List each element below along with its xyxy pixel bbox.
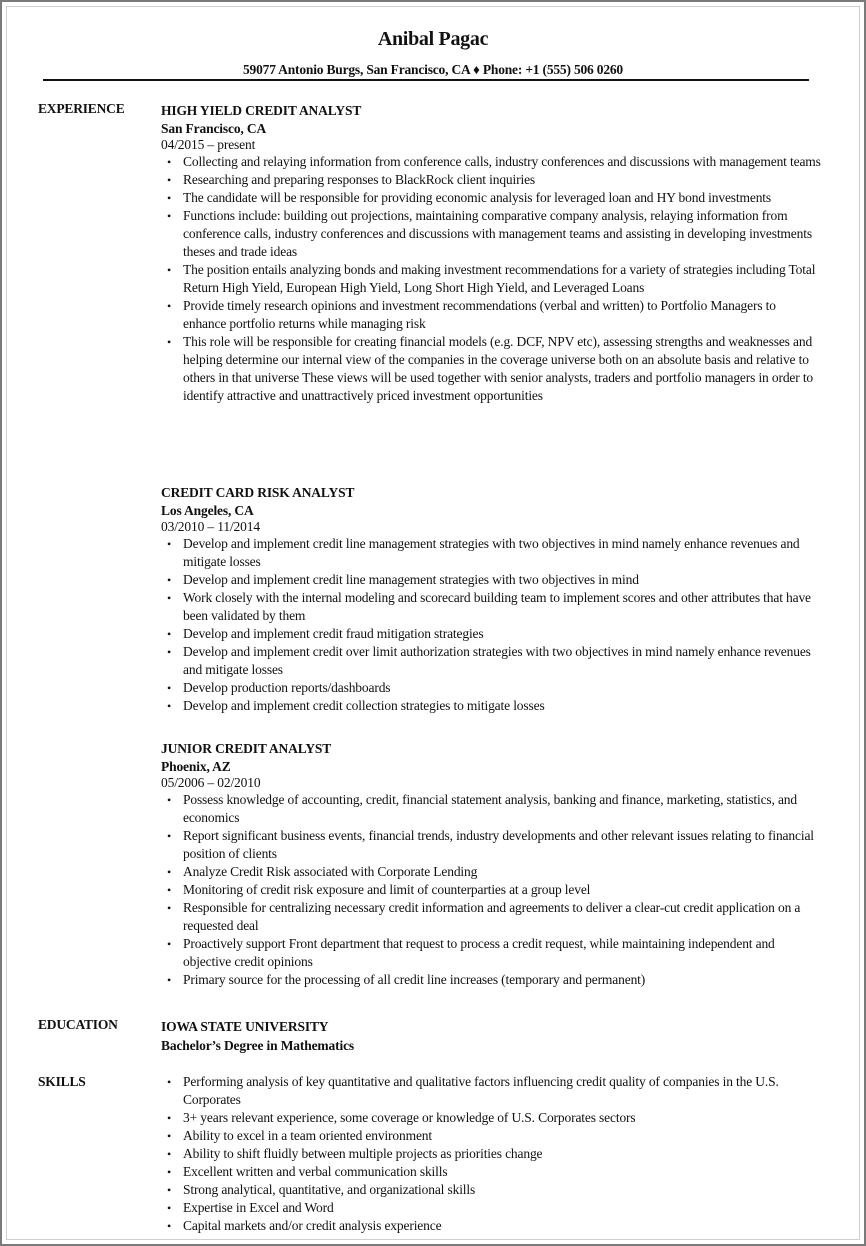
section-label-education: EDUCATION: [38, 1017, 118, 1032]
list-item: • Performing analysis of key quantitative and qualitative factors influencing credit quality of companies in the U.S. Corporates: [161, 1073, 821, 1109]
job-title: JUNIOR CREDIT ANALYST: [161, 741, 332, 756]
list-item: • Develop and implement credit collection strategies to mitigate losses: [161, 697, 821, 715]
job-dates: 03/2010 – 11/2014: [161, 519, 260, 534]
job-bullets: [161, 791, 821, 989]
job-entry: [161, 102, 821, 405]
list-item: • Ability to excel in a team oriented environment: [161, 1127, 821, 1145]
list-item: • Responsible for centralizing necessary credit information and agreements to deliver a clear-cut credit application on a requested deal: [161, 899, 821, 935]
list-item: • Develop and implement credit over limit authorization strategies with two objectives in mind namely enhance revenues and mitigate losses: [161, 643, 821, 679]
job-location: Los Angeles, CA: [161, 503, 254, 518]
list-item: • Report significant business events, financial trends, industry developments and other relevant issues relating to financial position of clients: [161, 827, 821, 863]
section-label-experience: EXPERIENCE: [38, 101, 125, 116]
list-item: • Develop production reports/dashboards: [161, 679, 821, 697]
list-item: • Collecting and relaying information from conference calls, industry conferences and discussions with management teams: [161, 153, 821, 171]
list-item: • Ability to shift fluidly between multiple projects as priorities change: [161, 1145, 821, 1163]
job-title: HIGH YIELD CREDIT ANALYST: [161, 103, 362, 118]
job-location: Phoenix, AZ: [161, 759, 231, 774]
list-item: • Primary source for the processing of all credit line increases (temporary and permanent): [161, 971, 821, 989]
section-label-skills: SKILLS: [38, 1074, 86, 1089]
list-item: • Develop and implement credit fraud mitigation strategies: [161, 625, 821, 643]
school-name: IOWA STATE UNIVERSITY: [161, 1019, 329, 1034]
job-location: San Francisco, CA: [161, 121, 267, 136]
list-item: • The position entails analyzing bonds and making investment recommendations for a variety of strategies including Total Return High Yield, European High Yield, Long Short High Yield, and Leveraged Loans: [161, 261, 821, 297]
candidate-name: Anibal Pagac: [377, 28, 489, 50]
list-item: • This role will be responsible for creating financial models (e.g. DCF, NPV etc), assessing strengths and weaknesses and helping determine our internal view of the companies in the coverage universe both on an absolute basis and relative to others in that universe These views will be used together with senior analysts, traders and portfolio managers in order to identify attractive and unattractively priced investment opportunities: [161, 333, 821, 405]
list-item: • Work closely with the internal modeling and scorecard building team to implement scores and other attributes that have been validated by them: [161, 589, 821, 625]
list-item: • Strong analytical, quantitative, and organizational skills: [161, 1181, 821, 1199]
list-item: • Monitoring of credit risk exposure and limit of counterparties at a group level: [161, 881, 821, 899]
list-item: • Proactively support Front department that request to process a credit request, while maintaining independent and objective credit opinions: [161, 935, 821, 971]
job-dates: 05/2006 – 02/2010: [161, 775, 261, 790]
job-entry: [161, 740, 821, 989]
list-item: • Possess knowledge of accounting, credit, financial statement analysis, banking and finance, marketing, statistics, and economics: [161, 791, 821, 827]
list-item: • Excellent written and verbal communication skills: [161, 1163, 821, 1181]
contact-line: 59077 Antonio Burgs, San Francisco, CA ♦ Phone: +1 (555) 506 0260: [243, 62, 623, 77]
list-item: • Develop and implement credit line management strategies with two objectives in mind: [161, 571, 821, 589]
job-entry: [161, 484, 821, 715]
list-item: • Capital markets and/or credit analysis experience: [161, 1217, 821, 1235]
list-item: • Functions include: building out projections, maintaining comparative company analysis, relaying information from conference calls, industry conferences and discussions with management teams and assisting in developing investments theses and trade ideas: [161, 207, 821, 261]
list-item: • Provide timely research opinions and investment recommendations (verbal and written) to Portfolio Managers to enhance portfolio returns while managing risk: [161, 297, 821, 333]
list-item: • Develop and implement credit line management strategies with two objectives in mind namely enhance revenues and mitigate losses: [161, 535, 821, 571]
degree: Bachelor’s Degree in Mathematics: [161, 1038, 355, 1053]
skills-list: [161, 1073, 821, 1235]
list-item: • Researching and preparing responses to BlackRock client inquiries: [161, 171, 821, 189]
job-bullets: [161, 535, 821, 715]
job-title: CREDIT CARD RISK ANALYST: [161, 485, 355, 500]
list-item: • Expertise in Excel and Word: [161, 1199, 821, 1217]
job-bullets: [161, 153, 821, 405]
list-item: • Analyze Credit Risk associated with Corporate Lending: [161, 863, 821, 881]
skills-list-container: [161, 1073, 821, 1235]
header-divider: [43, 79, 809, 81]
list-item: • 3+ years relevant experience, some coverage or knowledge of U.S. Corporates sectors: [161, 1109, 821, 1127]
job-dates: 04/2015 – present: [161, 137, 256, 152]
list-item: • The candidate will be responsible for providing economic analysis for leveraged loan and HY bond investments: [161, 189, 821, 207]
education-entry: [161, 1018, 821, 1056]
